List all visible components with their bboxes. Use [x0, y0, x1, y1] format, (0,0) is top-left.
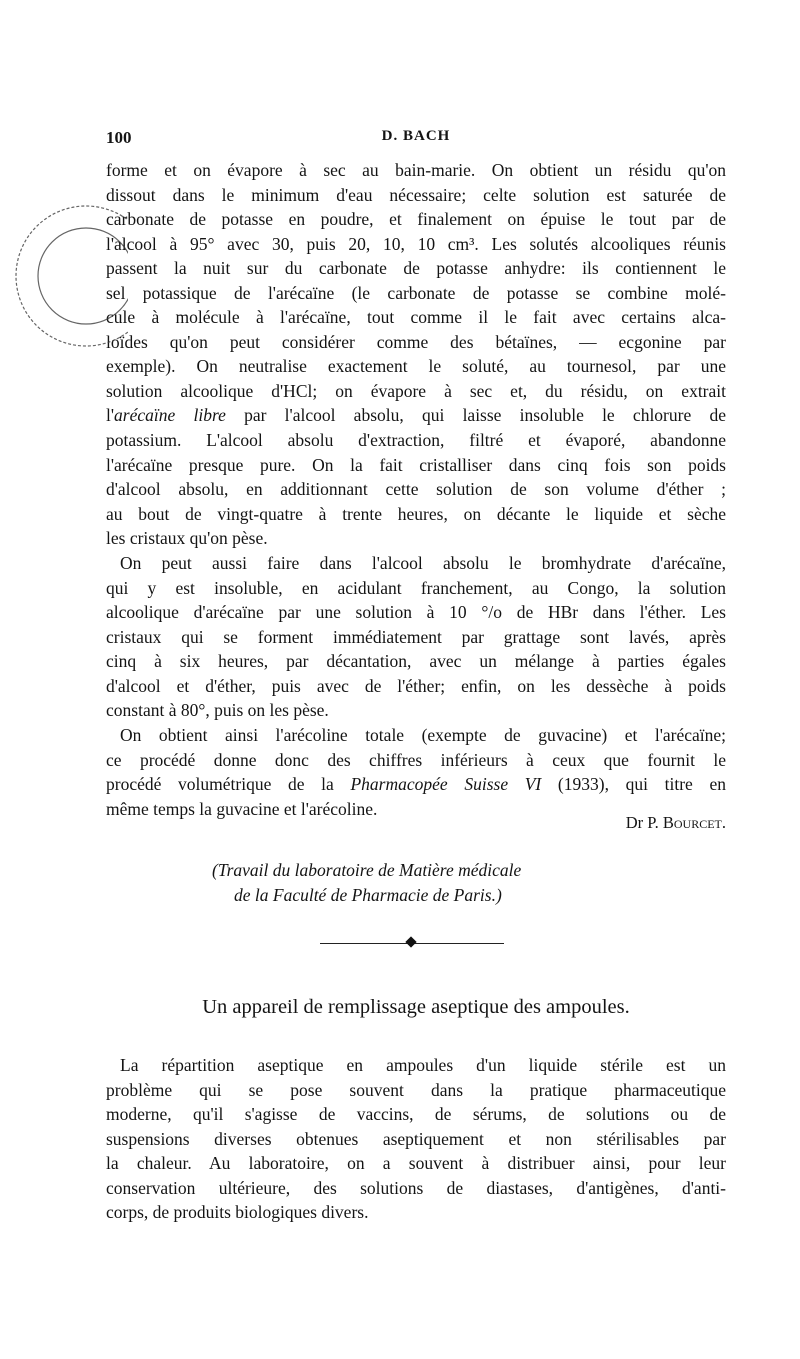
text-line: d'alcool absolu, en additionnant cette solution de son volume d'éther ; [106, 479, 726, 500]
text-segment: par l'alcool absolu, qui laisse insoluble le chlorure de [225, 405, 726, 426]
article-title: Un appareil de remplissage aseptique des ampoules. [202, 996, 630, 1018]
text-line: loïdes qu'on peut considérer comme des bétaïnes, — ecgonine par [106, 331, 726, 352]
library-stamp-icon [8, 196, 128, 356]
text-line: les cristaux qu'on pèse. [106, 528, 268, 549]
credit-line: (Travail du laboratoire de Matière médicale [212, 860, 522, 880]
text-segment: l' [106, 405, 115, 426]
text-line: moderne, qu'il s'agisse de vaccins, de sérums, de solutions ou de [106, 1104, 726, 1125]
text-line: problème qui se pose souvent dans la pratique pharmaceutique [106, 1079, 726, 1100]
author-signature [106, 811, 726, 835]
text-line: cule à molécule à l'arécaïne, tout comme il le fait avec certains alca- [106, 307, 726, 328]
text-line: On obtient ainsi l'arécoline totale (exempte de guvacine) et l'arécaïne; [120, 725, 726, 745]
text-line: cristaux qui se forment immédiatement par grattage sont lavés, après [106, 626, 726, 647]
text-line [106, 403, 726, 428]
text-line: dissout dans le minimum d'eau nécessaire; celte solution est saturée de [106, 184, 726, 205]
text-line: constant à 80°, puis on les pèse. [106, 700, 329, 721]
page-number: 100 [106, 128, 132, 147]
text-segment: (1933), qui titre en [541, 774, 726, 795]
text-line: solution alcoolique d'HCl; on évapore à sec et, du résidu, on extrait [106, 380, 726, 401]
page-header [106, 128, 726, 150]
paragraph-4 [106, 1053, 726, 1225]
signature-title: Dr [625, 813, 644, 832]
text-line: passent la nuit sur du carbonate de potasse anhydre: ils contiennent le [106, 258, 726, 279]
text-line: même temps la guvacine et l'arécoline. [106, 798, 378, 819]
text-line: forme et on évapore à sec au bain-marie. On obtient un résidu qu'on [106, 160, 726, 180]
credit-line: de la Faculté de Pharmacie de Paris.) [234, 884, 502, 905]
paragraph-3 [106, 723, 726, 821]
text-line: d'alcool et d'éther, puis avec de l'éther; enfin, on les dessèche à poids [106, 675, 726, 696]
text-segment: procédé volumétrique de la [106, 774, 351, 795]
italic-term: arécaïne libre [114, 405, 226, 426]
text-line: l'alcool à 95° avec 30, puis 20, 10, 10 cm³. Les solutés alcooliques réunis [106, 233, 726, 254]
text-line: conservation ultérieure, des solutions de diastases, d'antigènes, d'anti- [106, 1177, 726, 1198]
section-divider [320, 938, 504, 948]
paragraph-1 [106, 158, 726, 551]
text-line: l'arécaïne presque pure. On la fait cristalliser dans cinq fois son poids [106, 454, 726, 475]
text-line: sel potassique de l'arécaïne (le carbonate de potasse se combine molé- [106, 282, 726, 303]
text-line: La répartition aseptique en ampoules d'un liquide stérile est un [120, 1055, 726, 1075]
running-head: D. BACH [381, 128, 451, 144]
italic-title: Pharmacopée Suisse VI [350, 774, 542, 795]
diamond-ornament-icon [405, 936, 416, 947]
text-line: ce procédé donne donc des chiffres inférieurs à ceux que fournit le [106, 749, 726, 770]
laboratory-credit [212, 858, 800, 907]
signature-name: P. Bourcet. [647, 813, 726, 832]
text-line: qui y est insoluble, en acidulant franchement, au Congo, la solution [106, 577, 726, 598]
text-line: On peut aussi faire dans l'alcool absolu le bromhydrate d'arécaïne, [120, 553, 726, 573]
paragraph-2 [106, 551, 726, 723]
text-line: alcoolique d'arécaïne par une solution à 10 °/o de HBr dans l'éther. Les [106, 602, 726, 623]
text-line: corps, de produits biologiques divers. [106, 1202, 369, 1223]
text-line [106, 772, 726, 797]
text-line: carbonate de potasse en poudre, et finalement on épuise le tout par de [106, 209, 726, 230]
text-line: potassium. L'alcool absolu d'extraction, filtré et évaporé, abandonne [106, 430, 726, 451]
text-line: exemple). On neutralise exactement le soluté, au tournesol, par une [106, 356, 726, 377]
text-line: cinq à six heures, par décantation, avec un mélange à parties égales [106, 651, 726, 672]
text-line: au bout de vingt-quatre à trente heures, on décante le liquide et sèche [106, 503, 726, 524]
text-line: la chaleur. Au laboratoire, on a souvent à distribuer ainsi, pour leur [106, 1153, 726, 1174]
text-line: suspensions diverses obtenues aseptiquement et non stérilisables par [106, 1128, 726, 1149]
